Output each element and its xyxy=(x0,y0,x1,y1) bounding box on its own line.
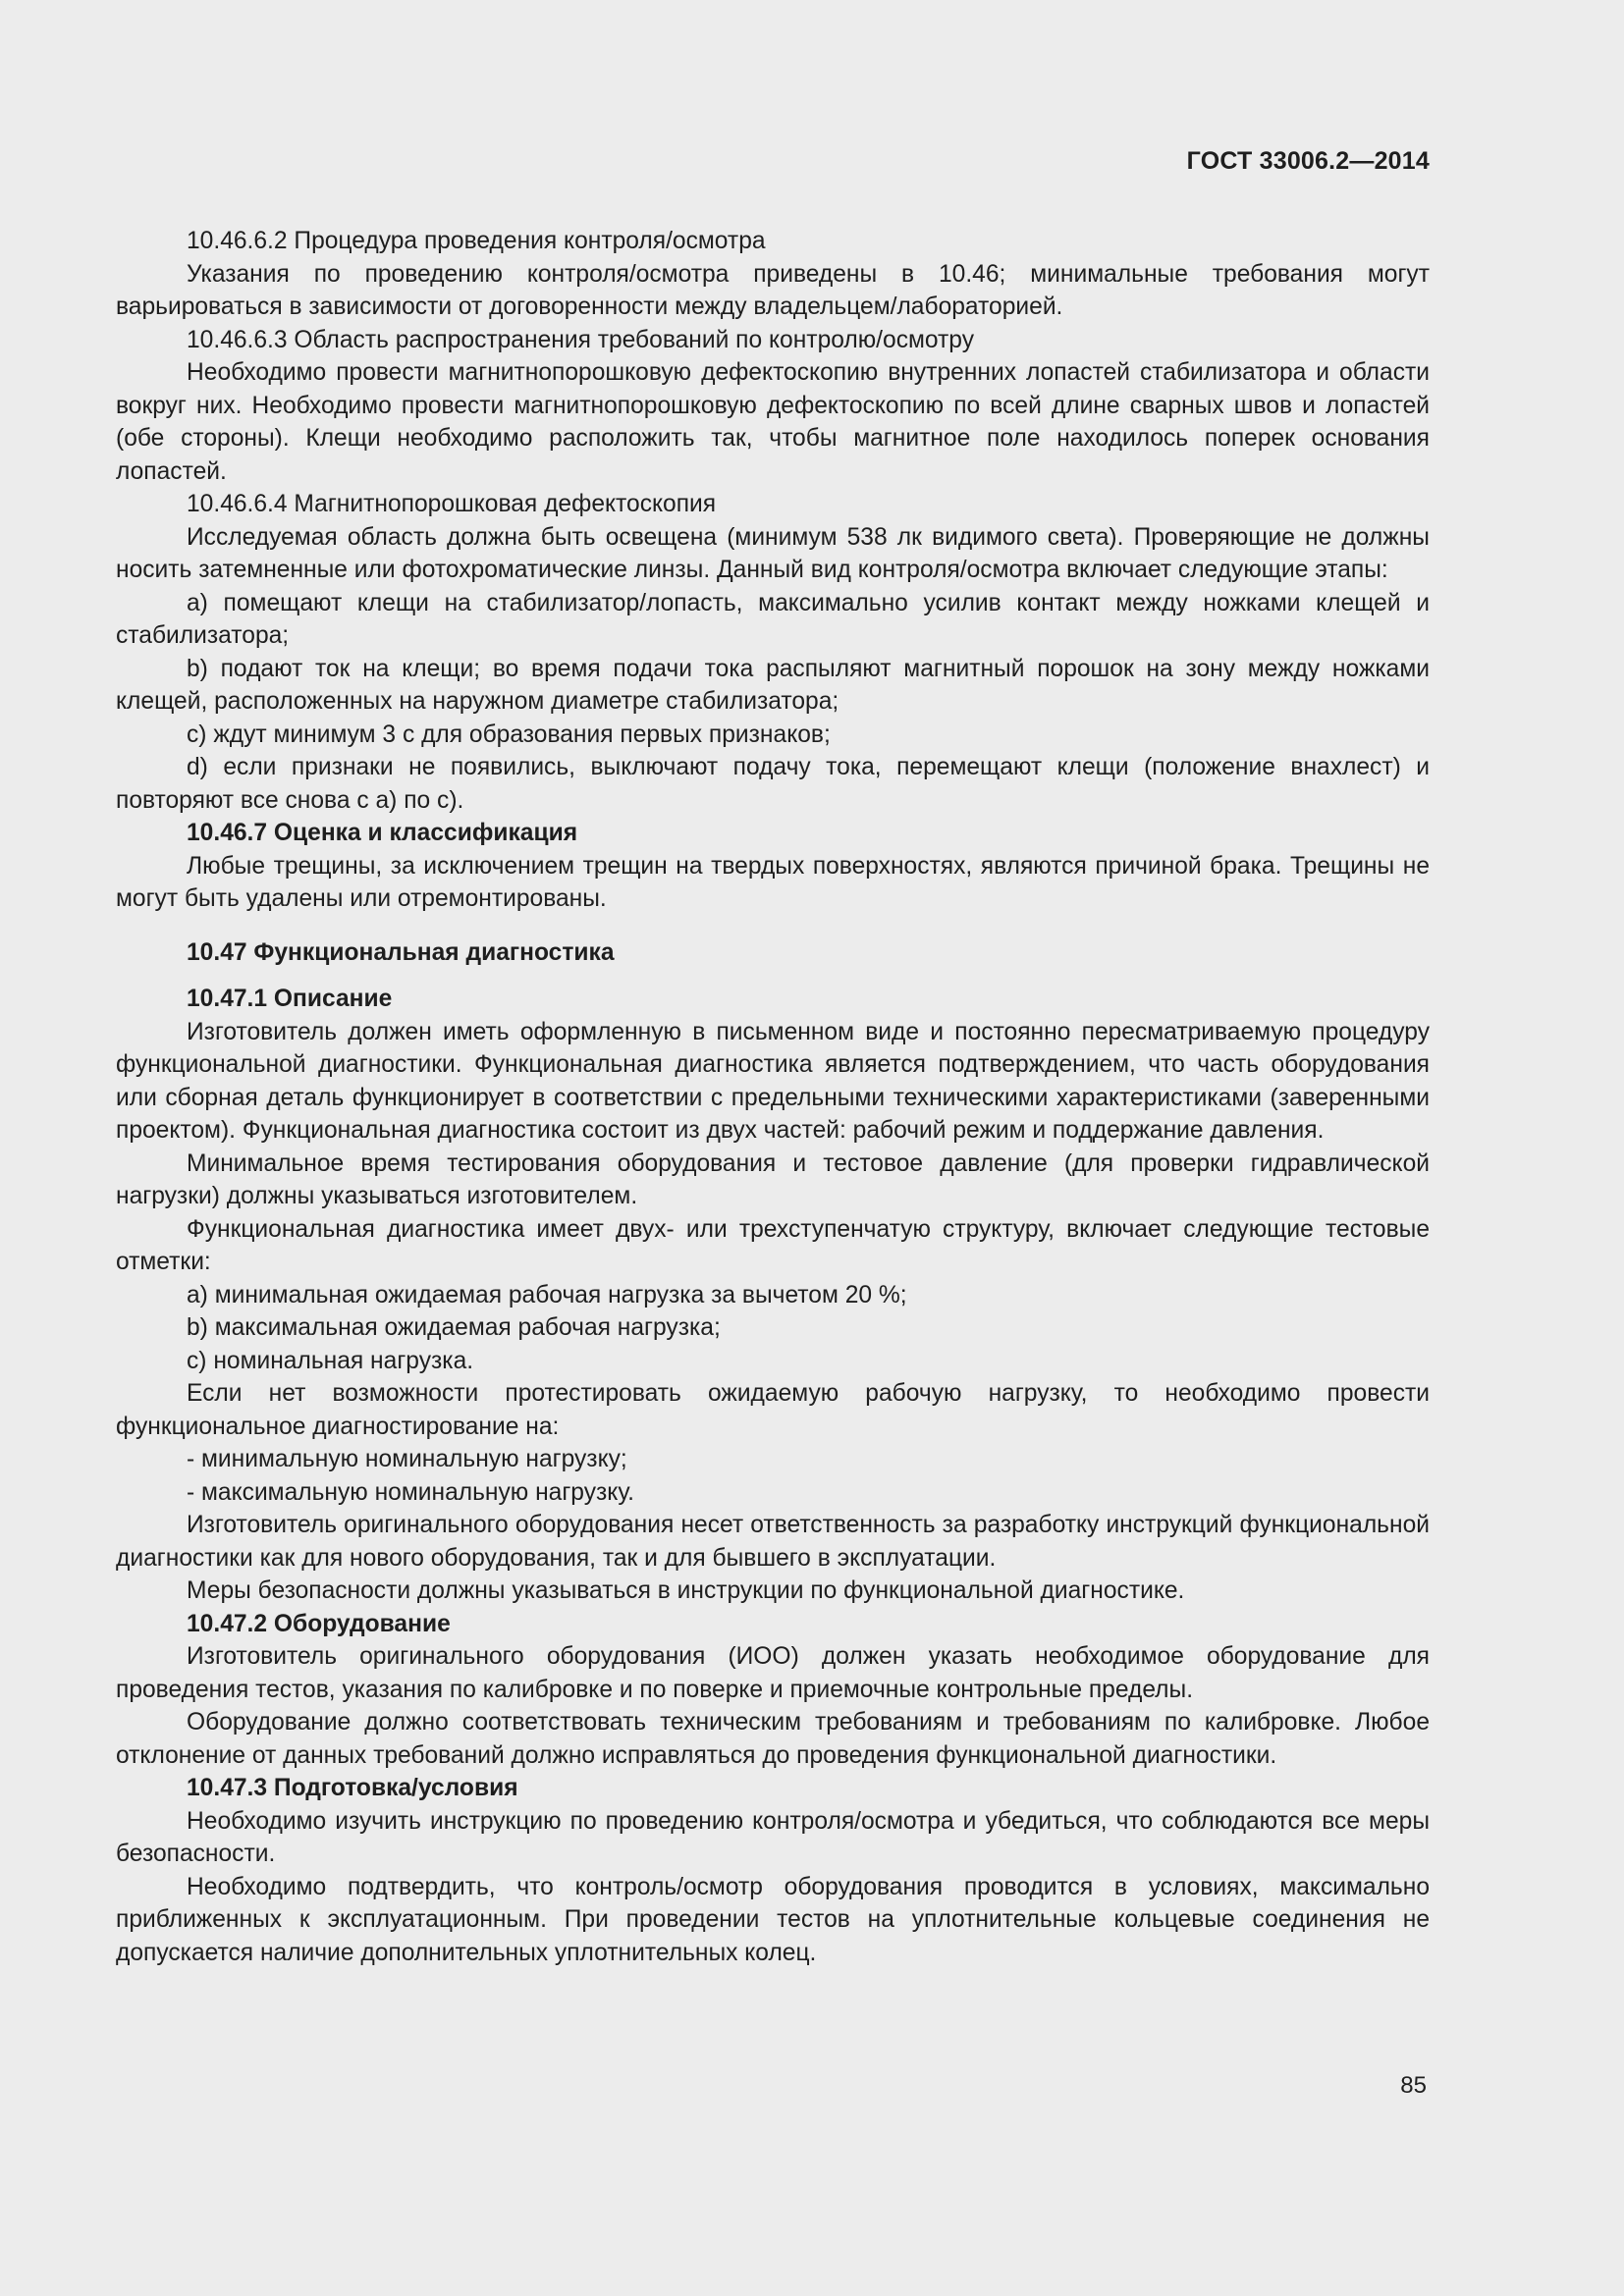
paragraph: 10.46.6.4 Магнитнопорошковая дефектоскопия xyxy=(187,491,717,517)
document-body xyxy=(116,225,1430,1969)
list-item: a) помещают клещи на стабилизатор/лопасть, максимально усилив контакт между ножками клещей и стабилизатора; xyxy=(116,589,1430,649)
list-item: b) подают ток на клещи; во время подачи тока распыляют магнитный порошок на зону между ножками клещей, расположенных на наружном диаметре стабилизатора; xyxy=(116,655,1430,715)
standard-header: ГОСТ 33006.2—2014 xyxy=(1186,147,1430,175)
paragraph: 10.46.6.3 Область распространения требований по контролю/осмотру xyxy=(187,326,974,353)
paragraph: Необходимо изучить инструкцию по проведению контроля/осмотра и убедиться, что соблюдаются все меры безопасности. xyxy=(116,1807,1430,1867)
subsection-heading: 10.46.7 Оценка и классификация xyxy=(187,820,578,846)
list-item: d) если признаки не появились, выключают подачу тока, перемещают клещи (положение внахлест) и повторяют все снова с a) по c). xyxy=(116,754,1430,814)
list-item: a) минимальная ожидаемая рабочая нагрузка за вычетом 20 %; xyxy=(187,1281,907,1308)
paragraph: Необходимо подтвердить, что контроль/осмотр оборудования проводится в условиях, максимально приближенных к эксплуатационным. При проведении тестов на уплотнительные кольцевые соединения не допускается наличие дополнительных уплотнительных колец. xyxy=(116,1873,1430,1966)
paragraph: Функциональная диагностика имеет двух- или трехступенчатую структуру, включает следующие тестовые отметки: xyxy=(116,1215,1430,1275)
subsection-heading: 10.47.1 Описание xyxy=(187,986,393,1012)
subsection-heading: 10.47.2 Оборудование xyxy=(187,1610,451,1637)
paragraph: Меры безопасности должны указываться в инструкции по функциональной диагностике. xyxy=(187,1577,1185,1604)
section-heading: 10.47 Функциональная диагностика xyxy=(187,938,615,966)
list-item: c) ждут минимум 3 с для образования первых признаков; xyxy=(187,721,831,748)
page-number: 85 xyxy=(1400,2072,1427,2099)
paragraph: 10.46.6.2 Процедура проведения контроля/осмотра xyxy=(187,228,766,254)
paragraph: Если нет возможности протестировать ожидаемую рабочую нагрузку, то необходимо провести функциональное диагностирование на: xyxy=(116,1380,1430,1440)
paragraph: Минимальное время тестирования оборудования и тестовое давление (для проверки гидравлической нагрузки) должны указываться изготовителем. xyxy=(116,1149,1430,1209)
paragraph: Необходимо провести магнитнопорошковую дефектоскопию внутренних лопастей стабилизатора и области вокруг них. Необходимо провести магнитнопорошковую дефектоскопию по всей длине сварных швов и лопастей (обе стороны). Клещи необходимо расположить так, чтобы магнитное поле находилось поперек основания лопастей. xyxy=(116,359,1430,485)
paragraph: Указания по проведению контроля/осмотра приведены в 10.46; минимальные требования могут варьироваться в зависимости от договоренности между владельцем/лабораторией. xyxy=(116,260,1430,320)
list-item: c) номинальная нагрузка. xyxy=(187,1347,474,1374)
paragraph: Исследуемая область должна быть освещена (минимум 538 лк видимого света). Проверяющие не должны носить затемненные или фотохроматические линзы. Данный вид контроля/осмотра включает следующие этапы: xyxy=(116,523,1430,583)
subsection-heading: 10.47.3 Подготовка/условия xyxy=(187,1775,518,1801)
paragraph: Любые трещины, за исключением трещин на твердых поверхностях, являются причиной брака. Трещины не могут быть удалены или отремонтированы. xyxy=(116,852,1430,912)
list-item: b) максимальная ожидаемая рабочая нагрузка; xyxy=(187,1314,721,1341)
paragraph: Изготовитель должен иметь оформленную в письменном виде и постоянно пересматриваемую процедуру функциональной диагностики. Функциональная диагностика является подтверждением, что часть оборудования или сборная деталь функционирует в соответствии с предельными техническими характеристиками (заверенными проектом). Функциональная диагностика состоит из двух частей: рабочий режим и поддержание давления. xyxy=(116,1018,1430,1144)
paragraph: Изготовитель оригинального оборудования (ИОО) должен указать необходимое оборудование для проведения тестов, указания по калибровке и по поверке и приемочные контрольные пределы. xyxy=(116,1643,1430,1703)
paragraph: Изготовитель оригинального оборудования несет ответственность за разработку инструкций функциональной диагностики как для нового оборудования, так и для бывшего в эксплуатации. xyxy=(116,1512,1430,1572)
paragraph: Оборудование должно соответствовать техническим требованиям и требованиям по калибровке. Любое отклонение от данных требований должно исправляться до проведения функциональной диагностики. xyxy=(116,1709,1430,1769)
list-item: - максимальную номинальную нагрузку. xyxy=(187,1478,634,1506)
list-item: - минимальную номинальную нагрузку; xyxy=(187,1446,627,1472)
